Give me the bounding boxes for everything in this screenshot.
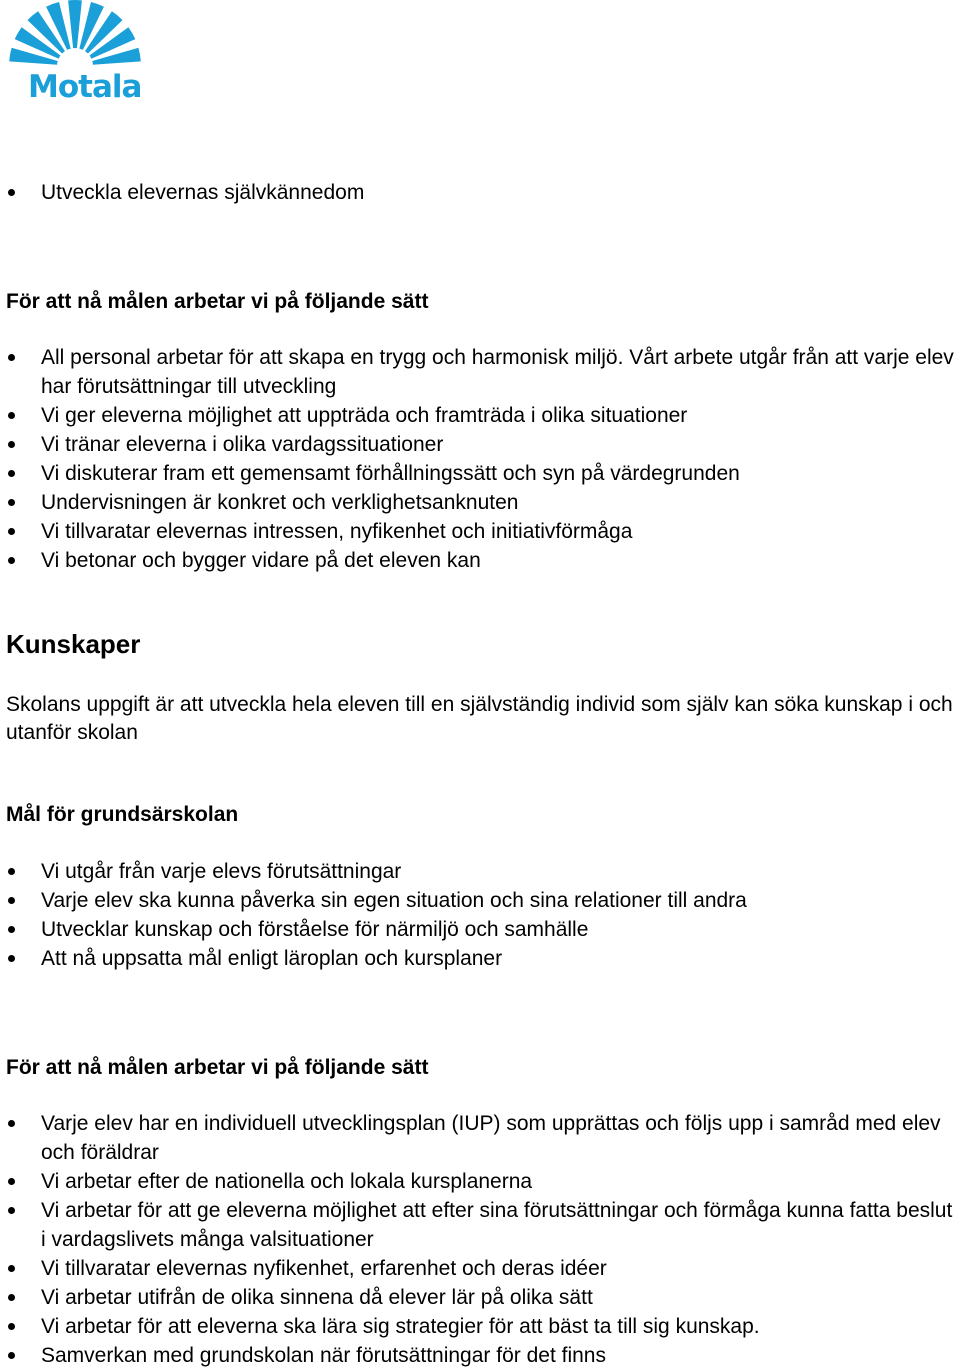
logo-wordmark: Motala xyxy=(28,69,142,105)
list-item: Vi arbetar för att ge eleverna möjlighet att efter sina förutsättningar och förmåga kunna fatta beslut i vardagslivets många valsituationer xyxy=(6,1196,960,1254)
kunskaper-paragraph: Skolans uppgift är att utveckla hela eleven till en självständig individ som själv kan söka kunskap i och utanför skolan xyxy=(6,693,953,744)
section2-heading: För att nå målen arbetar vi på följande sätt xyxy=(6,1056,429,1079)
list-item: Samverkan med grundskolan när förutsättningar för det finns xyxy=(6,1341,960,1370)
section1-list xyxy=(6,343,960,575)
list-item: Vi arbetar för att eleverna ska lära sig strategier för att bäst ta till sig kunskap. xyxy=(6,1312,960,1341)
motala-logo xyxy=(0,0,150,115)
list-item: Undervisningen är konkret och verklighetsanknuten xyxy=(6,488,960,517)
section2-list xyxy=(6,1109,960,1370)
sun-fan-icon xyxy=(0,0,150,72)
list-item: Varje elev ska kunna påverka sin egen situation och sina relationer till andra xyxy=(6,886,960,915)
list-item: Att nå uppsatta mål enligt läroplan och kursplaner xyxy=(6,944,960,973)
list-item: Vi tränar eleverna i olika vardagssituationer xyxy=(6,430,960,459)
list-item: Vi tillvaratar elevernas nyfikenhet, erfarenhet och deras idéer xyxy=(6,1254,960,1283)
mal-heading: Mål för grundsärskolan xyxy=(6,803,239,826)
section1-heading: För att nå målen arbetar vi på följande sätt xyxy=(6,290,429,313)
list-item: Utveckla elevernas självkännedom xyxy=(6,178,960,207)
kunskaper-heading: Kunskaper xyxy=(6,629,141,659)
intro-list xyxy=(6,178,960,207)
list-item: All personal arbetar för att skapa en trygg och harmonisk miljö. Vårt arbete utgår från att varje elev har förutsättningar till utveckling xyxy=(6,343,960,401)
list-item: Vi tillvaratar elevernas intressen, nyfikenhet och initiativförmåga xyxy=(6,517,960,546)
list-item: Vi ger eleverna möjlighet att uppträda och framträda i olika situationer xyxy=(6,401,960,430)
list-item: Vi utgår från varje elevs förutsättningar xyxy=(6,857,960,886)
list-item: Vi arbetar efter de nationella och lokala kursplanerna xyxy=(6,1167,960,1196)
mal-list xyxy=(6,857,960,973)
list-item: Vi betonar och bygger vidare på det eleven kan xyxy=(6,546,960,575)
list-item: Utvecklar kunskap och förståelse för närmiljö och samhälle xyxy=(6,915,960,944)
list-item: Varje elev har en individuell utvecklingsplan (IUP) som upprättas och följs upp i samråd med elev och föräldrar xyxy=(6,1109,960,1167)
list-item: Vi diskuterar fram ett gemensamt förhållningssätt och syn på värdegrunden xyxy=(6,459,960,488)
list-item: Vi arbetar utifrån de olika sinnena då elever lär på olika sätt xyxy=(6,1283,960,1312)
